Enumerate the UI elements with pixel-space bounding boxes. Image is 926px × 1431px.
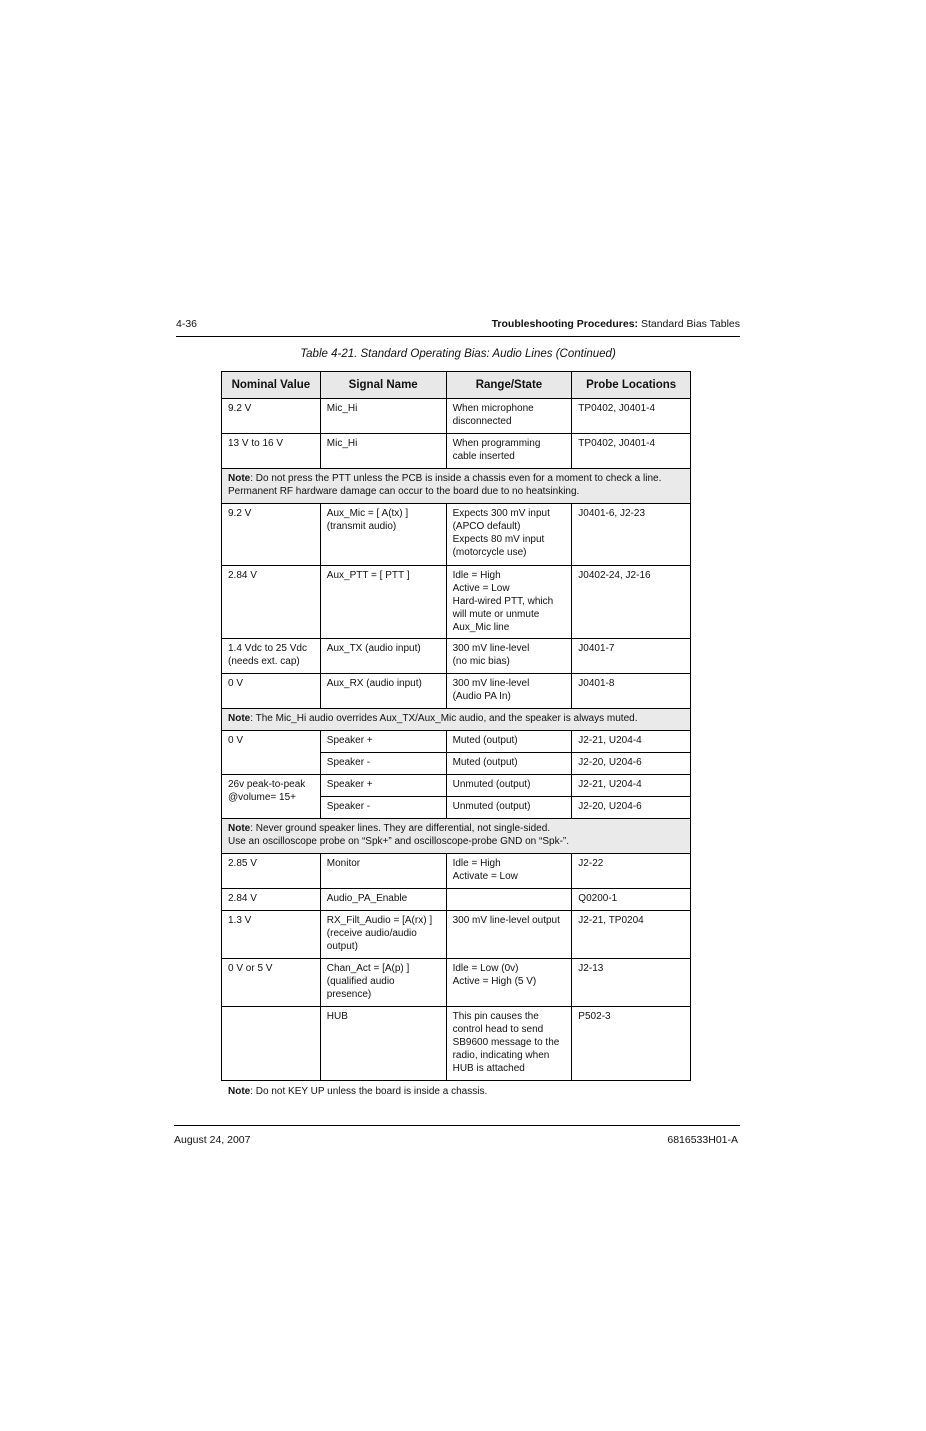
- cell-line: will mute or unmute: [452, 609, 540, 620]
- nominal-value-cell: 2.85 V: [222, 854, 321, 889]
- range-state-cell: [446, 504, 572, 566]
- signal-name-cell: [320, 434, 446, 469]
- note-text: : Do not press the PTT unless the PCB is inside a chassis even for a moment to check a line.: [250, 473, 662, 484]
- table-row: [222, 639, 691, 674]
- note-text: Use an oscilloscope probe on “Spk+” and oscilloscope-probe GND on “Spk-”.: [228, 836, 570, 847]
- cell-line: 300 mV line-level: [452, 643, 530, 654]
- note-line: [228, 712, 684, 725]
- probe-location-cell: J0401-6, J2-23: [572, 504, 691, 566]
- cell-line: Aux_Mic = [ A(tx) ]: [326, 508, 409, 519]
- note-line: [228, 485, 684, 498]
- probe-location-cell: J0401-8: [572, 674, 691, 709]
- probe-location-cell: J2-21, TP0204: [572, 911, 691, 959]
- cell-line: Speaker -: [326, 757, 371, 768]
- signal-name-cell: [320, 797, 446, 819]
- cell-line: (no mic bias): [452, 656, 510, 667]
- footer-date: August 24, 2007: [174, 1134, 251, 1146]
- signal-name-cell: [320, 959, 446, 1007]
- cell-line: Speaker +: [326, 779, 373, 790]
- running-title-section: Troubleshooting Procedures:: [491, 318, 639, 330]
- cell-line: Unmuted (output): [452, 779, 531, 790]
- cell-line: Audio_PA_Enable: [326, 893, 408, 904]
- nominal-value-cell: 2.84 V: [222, 889, 321, 911]
- cell-line: Hard-wired PTT, which: [452, 596, 554, 607]
- column-header-range-state: Range/State: [446, 372, 572, 399]
- note-text: : The Mic_Hi audio overrides Aux_TX/Aux_Mic audio, and the speaker is always muted.: [250, 713, 638, 724]
- cell-line: (transmit audio): [326, 521, 397, 532]
- nominal-value-cell: [222, 775, 321, 819]
- running-title: [492, 318, 740, 330]
- nominal-value-cell: 1.3 V: [222, 911, 321, 959]
- table-header-row: [222, 372, 691, 399]
- table-row: [222, 775, 691, 797]
- signal-name-cell: [320, 889, 446, 911]
- table-row: [222, 959, 691, 1007]
- range-state-cell: [446, 797, 572, 819]
- nominal-value-cell: 2.84 V: [222, 566, 321, 639]
- note-row: [222, 709, 691, 731]
- cell-line: @volume= 15+: [228, 792, 296, 803]
- table-row: [222, 854, 691, 889]
- cell-line: 26v peak-to-peak: [228, 779, 306, 790]
- cell-line: Idle = High: [452, 570, 501, 581]
- cell-line: 300 mV line-level output: [452, 915, 560, 926]
- table-caption: Table 4-21. Standard Operating Bias: Audio Lines (Continued): [300, 348, 616, 360]
- cell-line: SB9600 message to the: [452, 1037, 560, 1048]
- probe-location-cell: TP0402, J0401-4: [572, 399, 691, 434]
- page-footer: [174, 1125, 740, 1146]
- table-row: [222, 504, 691, 566]
- signal-name-cell: [320, 731, 446, 753]
- note-cell: [222, 709, 691, 731]
- nominal-value-cell: 9.2 V: [222, 399, 321, 434]
- note-text: : Never ground speaker lines. They are differential, not single-sided.: [250, 823, 551, 834]
- nominal-value-cell: 13 V to 16 V: [222, 434, 321, 469]
- table-row: [222, 731, 691, 753]
- cell-line: Unmuted (output): [452, 801, 531, 812]
- table-row: [222, 674, 691, 709]
- cell-line: radio, indicating when: [452, 1050, 550, 1061]
- cell-line: Muted (output): [452, 735, 518, 746]
- cell-line: When programming: [452, 438, 541, 449]
- cell-line: This pin causes the: [452, 1011, 539, 1022]
- cell-line: Speaker -: [326, 801, 371, 812]
- cell-line: Activate = Low: [452, 871, 518, 882]
- cell-line: Chan_Act = [A(p) ]: [326, 963, 410, 974]
- cell-line: HUB: [326, 1011, 348, 1022]
- note-cell: [222, 819, 691, 854]
- nominal-value-cell: 0 V or 5 V: [222, 959, 321, 1007]
- cell-line: 300 mV line-level: [452, 678, 530, 689]
- probe-location-cell: TP0402, J0401-4: [572, 434, 691, 469]
- nominal-value-cell: [222, 1007, 321, 1081]
- cell-line: Active = High (5 V): [452, 976, 537, 987]
- signal-name-cell: [320, 1007, 446, 1081]
- note-row: [222, 469, 691, 504]
- probe-location-cell: J2-21, U204-4: [572, 731, 691, 753]
- signal-name-cell: [320, 674, 446, 709]
- range-state-cell: [446, 911, 572, 959]
- probe-location-cell: J0402-24, J2-16: [572, 566, 691, 639]
- cell-line: Speaker +: [326, 735, 373, 746]
- nominal-value-cell: 9.2 V: [222, 504, 321, 566]
- table-row: [222, 566, 691, 639]
- signal-name-cell: [320, 854, 446, 889]
- cell-line: Mic_Hi: [326, 438, 358, 449]
- nominal-value-cell: [222, 639, 321, 674]
- range-state-cell: [446, 854, 572, 889]
- signal-name-cell: [320, 504, 446, 566]
- cell-line: (motorcycle use): [452, 547, 527, 558]
- signal-name-cell: [320, 753, 446, 775]
- footer-doc-number: 6816533H01-A: [667, 1134, 738, 1146]
- range-state-cell: [446, 889, 572, 911]
- signal-name-cell: [320, 399, 446, 434]
- footnote-label: Note: [228, 1086, 251, 1097]
- note-line: [228, 822, 684, 835]
- nominal-value-cell: 0 V: [222, 674, 321, 709]
- range-state-cell: [446, 434, 572, 469]
- signal-name-cell: [320, 775, 446, 797]
- cell-line: (needs ext. cap): [228, 656, 300, 667]
- range-state-cell: [446, 674, 572, 709]
- cell-line: (qualified audio: [326, 976, 395, 987]
- table-row: [222, 889, 691, 911]
- cell-line: disconnected: [452, 416, 512, 427]
- cell-line: Aux_TX (audio input): [326, 643, 421, 654]
- cell-line: Expects 80 mV input: [452, 534, 545, 545]
- page-header: [176, 316, 740, 337]
- cell-line: Mic_Hi: [326, 403, 358, 414]
- probe-location-cell: J2-21, U204-4: [572, 775, 691, 797]
- note-text: Permanent RF hardware damage can occur to the board due to no heatsinking.: [228, 486, 580, 497]
- column-header-signal-name: Signal Name: [320, 372, 446, 399]
- note-row: [222, 819, 691, 854]
- cell-line: Muted (output): [452, 757, 518, 768]
- note-label: Note: [228, 713, 251, 724]
- cell-line: When microphone: [452, 403, 534, 414]
- probe-location-cell: J2-13: [572, 959, 691, 1007]
- cell-line: Idle = High: [452, 858, 501, 869]
- range-state-cell: [446, 1007, 572, 1081]
- column-header-nominal-value: Nominal Value: [222, 372, 321, 399]
- cell-line: (Audio PA In): [452, 691, 511, 702]
- note-cell: [222, 469, 691, 504]
- cell-line: Aux_Mic line: [452, 622, 510, 633]
- cell-line: (receive audio/audio: [326, 928, 417, 939]
- probe-location-cell: J0401-7: [572, 639, 691, 674]
- cell-line: Aux_PTT = [ PTT ]: [326, 570, 410, 581]
- nominal-value-cell: 0 V: [222, 731, 321, 775]
- note-line: [228, 472, 684, 485]
- probe-location-cell: P502-3: [572, 1007, 691, 1081]
- cell-line: Active = Low: [452, 583, 510, 594]
- signal-name-cell: [320, 639, 446, 674]
- cell-line: presence): [326, 989, 372, 1000]
- range-state-cell: [446, 731, 572, 753]
- signal-name-cell: [320, 911, 446, 959]
- cell-line: output): [326, 941, 358, 952]
- bias-table: [221, 371, 691, 1081]
- cell-line: cable inserted: [452, 451, 515, 462]
- probe-location-cell: J2-22: [572, 854, 691, 889]
- range-state-cell: [446, 566, 572, 639]
- cell-line: Idle = Low (0v): [452, 963, 519, 974]
- table-row: [222, 1007, 691, 1081]
- cell-line: (APCO default): [452, 521, 521, 532]
- range-state-cell: [446, 639, 572, 674]
- cell-line: RX_Filt_Audio = [A(rx) ]: [326, 915, 433, 926]
- range-state-cell: [446, 753, 572, 775]
- cell-line: control head to send: [452, 1024, 544, 1035]
- note-line: [228, 835, 684, 848]
- cell-line: Expects 300 mV input: [452, 508, 550, 519]
- footnote-text: : Do not KEY UP unless the board is inside a chassis.: [250, 1086, 488, 1097]
- table-row: [222, 911, 691, 959]
- cell-line: 1.4 Vdc to 25 Vdc: [228, 643, 307, 654]
- cell-line: Monitor: [326, 858, 361, 869]
- note-label: Note: [228, 823, 251, 834]
- cell-line: HUB is attached: [452, 1063, 525, 1074]
- page-number: 4-36: [176, 318, 198, 330]
- range-state-cell: [446, 775, 572, 797]
- probe-location-cell: Q0200-1: [572, 889, 691, 911]
- column-header-probe-locations: Probe Locations: [572, 372, 691, 399]
- table-footnote: [228, 1086, 487, 1097]
- cell-line: Aux_RX (audio input): [326, 678, 422, 689]
- range-state-cell: [446, 959, 572, 1007]
- table-row: [222, 434, 691, 469]
- probe-location-cell: J2-20, U204-6: [572, 753, 691, 775]
- running-title-subsection: Standard Bias Tables: [640, 318, 740, 330]
- signal-name-cell: [320, 566, 446, 639]
- note-label: Note: [228, 473, 251, 484]
- table-row: [222, 399, 691, 434]
- probe-location-cell: J2-20, U204-6: [572, 797, 691, 819]
- range-state-cell: [446, 399, 572, 434]
